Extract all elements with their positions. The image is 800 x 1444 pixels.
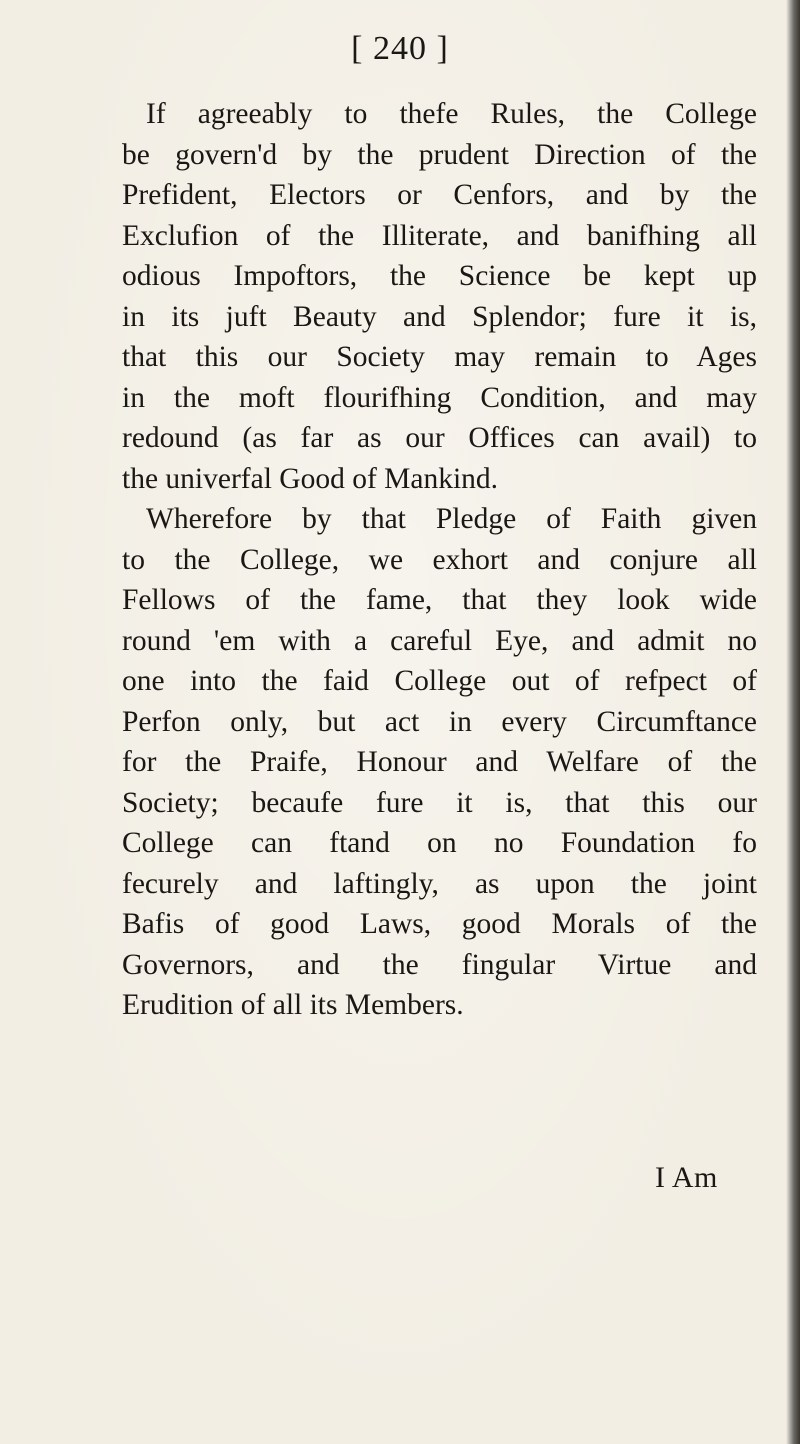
text-line: Erudition of all its Members. [122,989,464,1021]
text-line: in the moft flourifhing Condition, and may [122,381,757,414]
text-line: Society; becaufe fure it is, that this our [122,786,757,819]
text-line: Prefident, Electors or Cenfors, and by the [122,179,757,211]
catchword: I Am [655,1161,718,1194]
text-line: Wherefore by that Pledge of Faith given [146,503,757,535]
text-line: round 'em with a careful Eye, and admit no [122,624,757,657]
text-line: to the College, we exhort and conjure all [122,543,757,576]
text-line: the univerfal Good of Mankind. [122,462,499,495]
body-text [122,94,757,1026]
text-line: fecurely and laftingly, as upon the joint [122,867,757,900]
paragraph-2 [122,499,757,1026]
text-line: for the Praife, Honour and Welfare of the [122,746,757,778]
text-line: be govern'd by the prudent Direction of the [122,138,757,171]
text-line: odious Impoftors, the Science be kept up [122,260,757,292]
text-line: Exclufion of the Illiterate, and banifhing all [122,219,757,252]
page-edge-shadow [786,0,800,1444]
text-line: Governors, and the fingular Virtue and [122,948,757,981]
text-line: Fellows of the fame, that they look wide [122,584,757,616]
text-line: in its juft Beauty and Splendor; fure it is, [122,300,757,333]
text-line: redound (as far as our Offices can avail) to [122,422,757,454]
text-line: Perfon only, but act in every Circumftance [122,705,757,738]
text-line: one into the faid College out of refpect of [122,665,757,697]
text-line: If agreeably to thefe Rules, the College [146,98,757,130]
text-line: College can ftand on no Foundation fo [122,827,757,859]
paragraph-1 [122,94,757,499]
text-line: Bafis of good Laws, good Morals of the [122,908,757,940]
page-number: [ 240 ] [351,30,449,67]
text-line: that this our Society may remain to Ages [122,341,757,373]
